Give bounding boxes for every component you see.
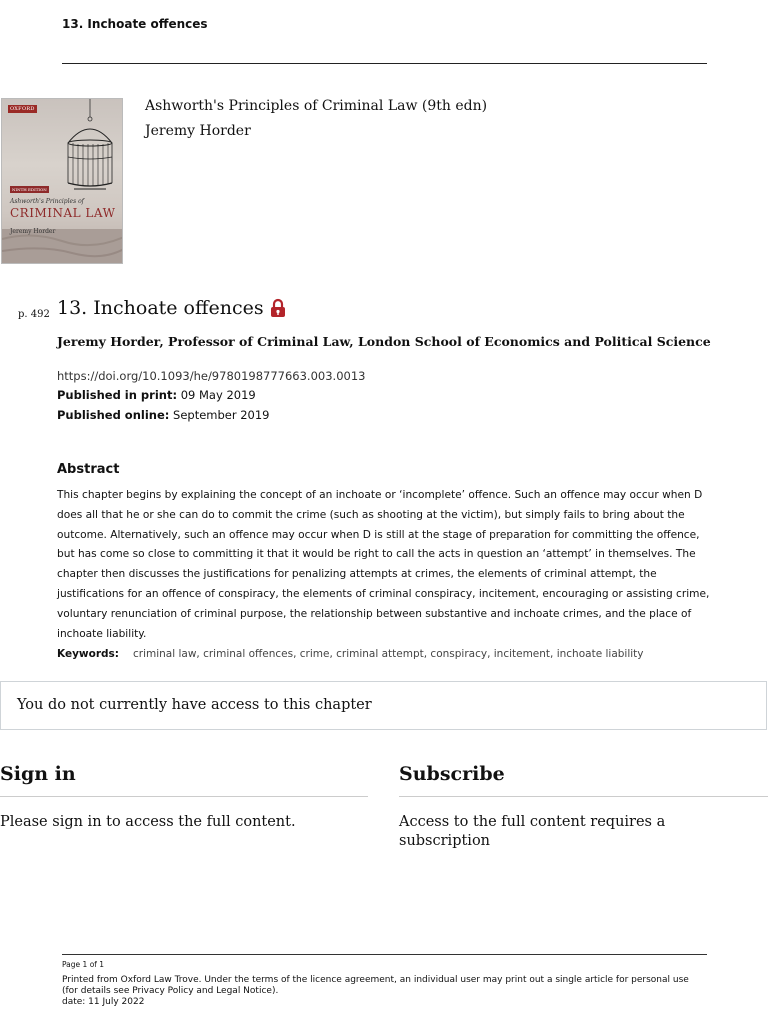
book-cover xyxy=(1,98,123,264)
sign-in-heading[interactable]: Sign in xyxy=(0,763,76,785)
cover-edition: NINTH EDITION xyxy=(12,187,47,192)
birdcage-illustration xyxy=(2,99,123,264)
page-number: Page 1 of 1 xyxy=(62,960,105,969)
sign-in-text: Please sign in to access the full content. xyxy=(0,814,296,830)
running-head: 13. Inchoate offences xyxy=(62,17,208,31)
access-notice: You do not currently have access to this chapter xyxy=(0,681,767,730)
keywords xyxy=(57,648,644,660)
book-title[interactable]: Ashworth's Principles of Criminal Law (9th edn) xyxy=(145,98,488,114)
footer-date: date: 11 July 2022 xyxy=(62,997,145,1007)
published-online-label: Published online: xyxy=(57,408,170,422)
cover-series: Ashworth's Principles of xyxy=(10,198,84,205)
chapter-title: 13. Inchoate offences xyxy=(57,297,264,319)
published-online-value: September 2019 xyxy=(173,408,270,422)
cover-author: Jeremy Horder xyxy=(10,228,56,235)
abstract-heading: Abstract xyxy=(57,462,120,477)
footer-notice xyxy=(62,975,702,1008)
top-divider xyxy=(62,63,707,64)
published-online xyxy=(57,408,270,422)
book-author: Jeremy Horder xyxy=(145,123,251,139)
sign-in-divider xyxy=(0,796,368,797)
published-print xyxy=(57,388,256,402)
keywords-label: Keywords: xyxy=(57,648,119,660)
subscribe-heading[interactable]: Subscribe xyxy=(399,763,505,785)
published-print-value: 09 May 2019 xyxy=(180,388,256,402)
abstract-text: This chapter begins by explaining the concept of an inchoate or ‘incomplete’ offence. Such an offence may occur when D does all that he or she can do to commit the crime (such as shooting at the victim), but simply fails to bring about the outcome. Alternatively, such an offence may occur when D is still at the stage of preparation for committing the offence, but has come so close to committing it that it would be right to call the acts in question an ‘attempt’ in themselves. The chapter then discusses the justifications for penalizing attempts at crimes, the elements of criminal attempt, the justifications for an offence of conspiracy, the elements of criminal conspiracy, incitement, encouraging or assisting crime, voluntary renunciation of criminal purpose, the relationship between substantive and inchoate crimes, and the place of inchoate liability. xyxy=(57,489,710,640)
keywords-values[interactable]: criminal law, criminal offences, crime, criminal attempt, conspiracy, incitement, inchoate liability xyxy=(132,648,644,660)
cover-publisher: OXFORD xyxy=(10,106,35,112)
subscribe-divider xyxy=(399,796,768,797)
chapter-heading xyxy=(57,297,286,319)
lock-icon xyxy=(270,298,286,318)
doi-link[interactable]: https://doi.org/10.1093/he/9780198777663.003.0013 xyxy=(57,369,366,383)
chapter-author: Jeremy Horder, Professor of Criminal Law, London School of Economics and Political Science xyxy=(57,334,711,349)
page-marker: p. 492 xyxy=(18,309,50,320)
published-print-label: Published in print: xyxy=(57,388,178,402)
cover-title: CRIMINAL LAW xyxy=(10,206,116,220)
footer-licence-text: Printed from Oxford Law Trove. Under the terms of the licence agreement, an individual user may print out a single article for personal use (for details see Privacy Policy and Legal Notice). xyxy=(62,975,689,996)
footer-divider xyxy=(62,954,707,955)
subscribe-text: Access to the full content requires a subscription xyxy=(399,814,666,849)
